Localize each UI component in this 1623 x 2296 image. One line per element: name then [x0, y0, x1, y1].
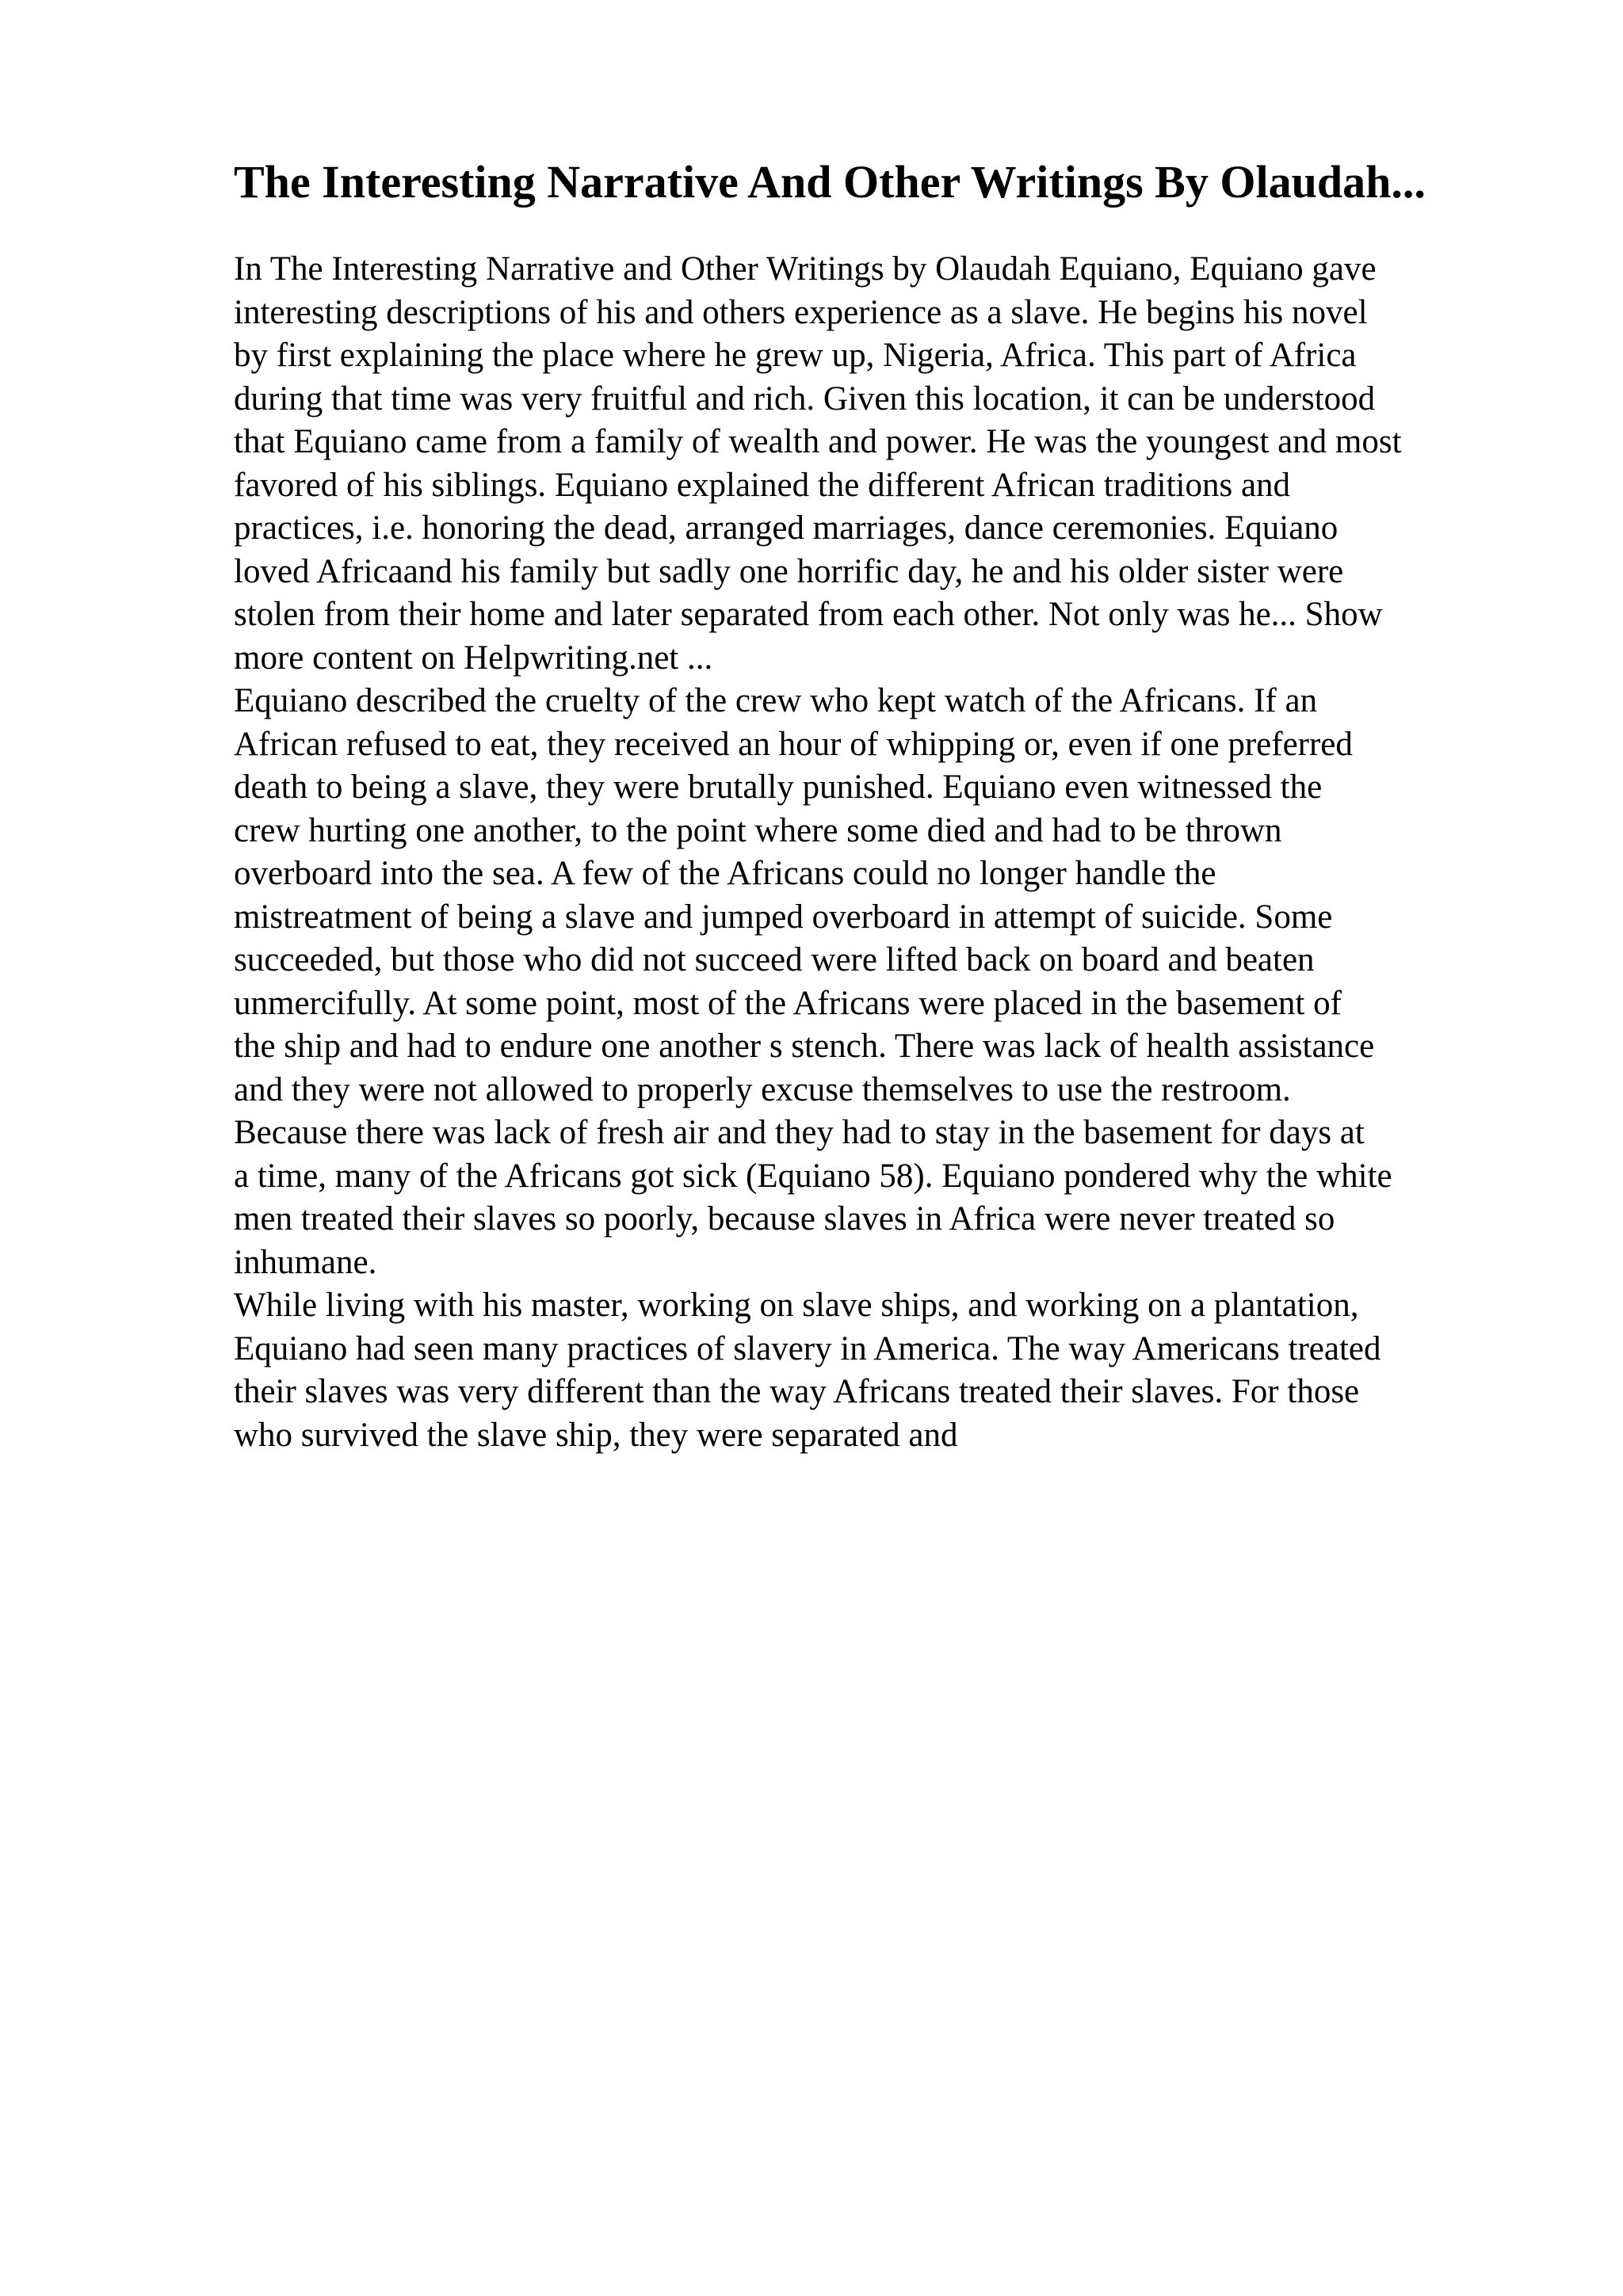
- text-line: inhumane.: [234, 1243, 377, 1281]
- text-line: mistreatment of being a slave and jumped overboard in attempt of suicide. Some: [234, 898, 1333, 936]
- text-line: crew hurting one another, to the point where some died and had to be thrown: [234, 811, 1282, 849]
- text-line: unmercifully. At some point, most of the Africans were placed in the basement of: [234, 984, 1342, 1022]
- document-body: [234, 248, 1533, 1457]
- text-line: stolen from their home and later separated from each other. Not only was he... Show: [234, 596, 1383, 633]
- text-line: the ship and had to endure one another s stench. There was lack of health assistance: [234, 1028, 1375, 1065]
- text-line: loved Africaand his family but sadly one horrific day, he and his older sister were: [234, 552, 1344, 590]
- text-line: succeeded, but those who did not succeed were lifted back on board and beaten: [234, 941, 1315, 978]
- text-line: overboard into the sea. A few of the Africans could no longer handle the: [234, 855, 1216, 892]
- paragraph-1: [234, 248, 1533, 680]
- text-line: men treated their slaves so poorly, because slaves in Africa were never treated so: [234, 1200, 1335, 1238]
- text-line: favored of his siblings. Equiano explained the different African traditions and: [234, 466, 1291, 504]
- text-line: that Equiano came from a family of wealth and power. He was the youngest and most: [234, 423, 1402, 460]
- text-line: Equiano had seen many practices of slavery in America. The way Americans treated: [234, 1329, 1381, 1367]
- text-line: their slaves was very different than the way Africans treated their slaves. For those: [234, 1373, 1360, 1410]
- paragraph-3: [234, 1284, 1533, 1457]
- text-line: While living with his master, working on slave ships, and working on a plantation,: [234, 1287, 1359, 1324]
- text-line: by first explaining the place where he grew up, Nigeria, Africa. This part of Africa: [234, 337, 1357, 374]
- text-line: African refused to eat, they received an hour of whipping or, even if one preferred: [234, 725, 1353, 763]
- text-line: who survived the slave ship, they were separated and: [234, 1416, 958, 1454]
- document-title: The Interesting Narrative And Other Writings By Olaudah...: [234, 156, 1426, 208]
- text-line: death to being a slave, they were brutally punished. Equiano even witnessed the: [234, 769, 1323, 806]
- text-line: during that time was very fruitful and rich. Given this location, it can be understood: [234, 379, 1376, 418]
- text-line: a time, many of the Africans got sick (Equiano 58). Equiano pondered why the white: [234, 1157, 1392, 1195]
- text-line: more content on Helpwriting.net ...: [234, 639, 713, 677]
- text-line: Equiano described the cruelty of the crew who kept watch of the Africans. If an: [234, 682, 1318, 719]
- text-line: and they were not allowed to properly excuse themselves to use the restroom.: [234, 1070, 1291, 1108]
- paragraph-2: [234, 680, 1533, 1284]
- text-line: In The Interesting Narrative and Other Writings by Olaudah Equiano, Equiano gave: [234, 250, 1377, 288]
- text-line: interesting descriptions of his and others experience as a slave. He begins his novel: [234, 293, 1368, 331]
- text-line: Because there was lack of fresh air and they had to stay in the basement for days at: [234, 1114, 1365, 1151]
- text-line: practices, i.e. honoring the dead, arranged marriages, dance ceremonies. Equiano: [234, 509, 1338, 547]
